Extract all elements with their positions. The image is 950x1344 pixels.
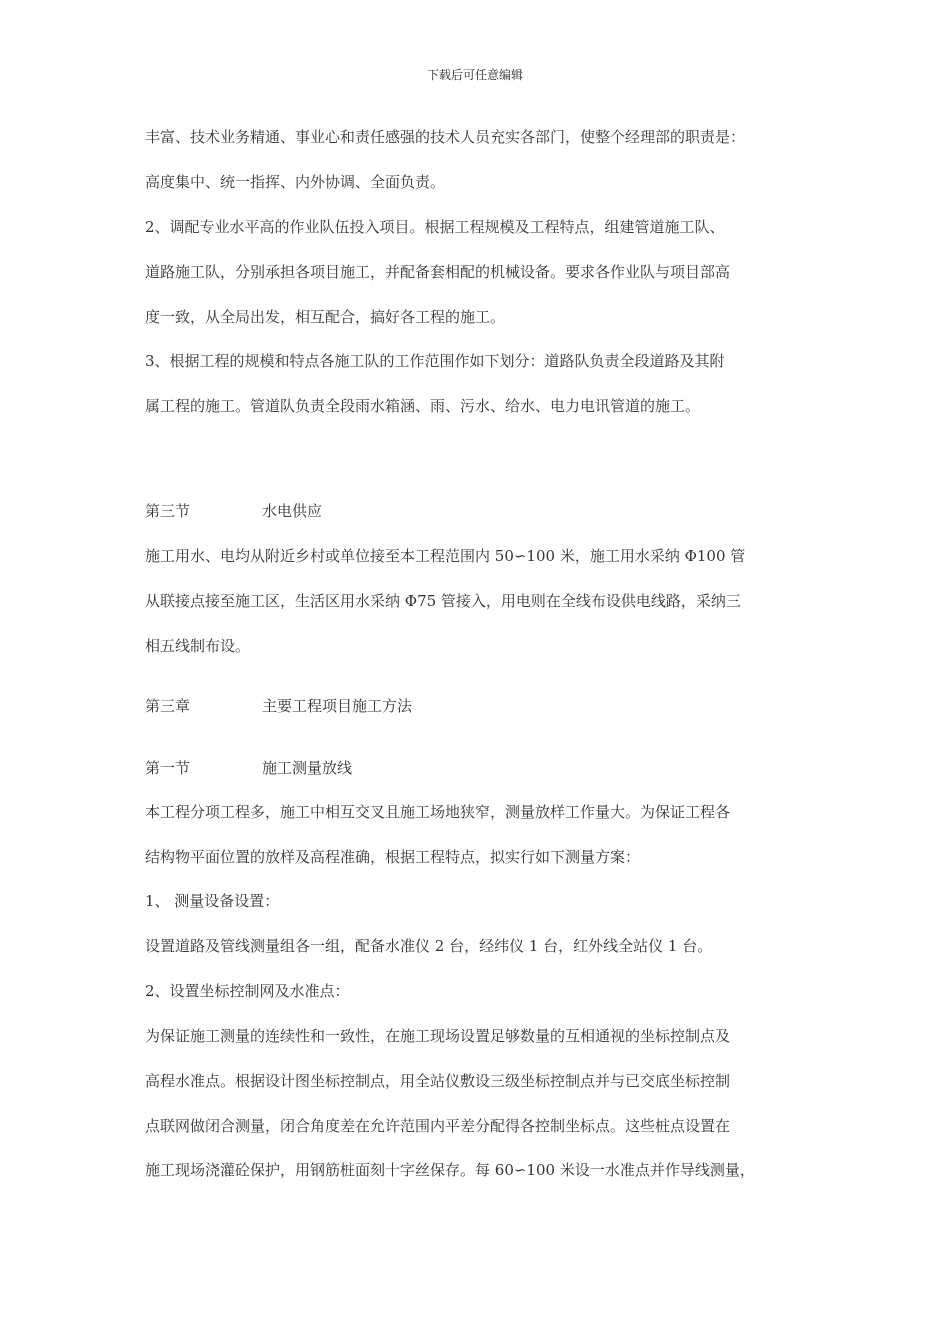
section-number: 第三节 — [145, 502, 191, 520]
paragraph-line: 高程水准点。根据设计图坐标控制点，用全站仪敷设三级坐标控制点并与已交底坐标控制 — [145, 1072, 731, 1090]
paragraph-line: 高度集中、统一指挥、内外协调、全面负责。 — [145, 173, 446, 191]
paragraph-line: 3、根据工程的规模和特点各施工队的工作范围作如下划分：道路队负责全段道路及其附 — [145, 352, 725, 370]
section-title: 水电供应 — [262, 502, 323, 520]
page-header: 下载后可任意编辑 — [426, 68, 523, 82]
paragraph-line: 1、 测量设备设置： — [145, 892, 280, 910]
paragraph-line: 度一致，从全局出发，相互配合，搞好各工程的施工。 — [145, 308, 506, 326]
section-title: 施工测量放线 — [262, 759, 353, 777]
section-heading-water — [145, 501, 322, 521]
paragraph-line: 2、调配专业水平高的作业队伍投入项目。根据工程规模及工程特点，组建管道施工队、 — [145, 218, 725, 236]
paragraph-line: 结构物平面位置的放样及高程准确，根据工程特点，拟实行如下测量方案： — [145, 848, 641, 866]
paragraph-line: 本工程分项工程多，施工中相互交叉且施工场地狭窄，测量放样工作量大。为保证工程各 — [145, 803, 731, 821]
paragraph-line: 点联网做闭合测量，闭合角度差在允许范围内平差分配得各控制坐标点。这些桩点设置在 — [145, 1117, 731, 1135]
chapter-title: 主要工程项目施工方法 — [262, 697, 413, 715]
paragraph-line: 为保证施工测量的连续性和一致性，在施工现场设置足够数量的互相通视的坐标控制点及 — [145, 1027, 731, 1045]
section-number: 第一节 — [145, 759, 191, 777]
paragraph-line: 设置道路及管线测量组各一组，配备水准仪 2 台，经纬仪 1 台，红外线全站仪 1 台。 — [145, 937, 713, 955]
paragraph-line: 丰富、技术业务精通、事业心和责任感强的技术人员充实各部门，使整个经理部的职责是： — [145, 128, 746, 146]
paragraph-line: 属工程的施工。管道队负责全段雨水箱涵、雨、污水、给水、电力电讯管道的施工。 — [145, 397, 701, 415]
chapter-heading — [145, 696, 412, 716]
chapter-number: 第三章 — [145, 697, 191, 715]
section-heading-survey — [145, 758, 352, 778]
paragraph-line: 2、设置坐标控制网及水准点： — [145, 982, 350, 1000]
paragraph-line: 从联接点接至施工区，生活区用水采纳 Φ75 管接入，用电则在全线布设供电线路，采纳三 — [145, 592, 741, 610]
paragraph-line: 施工现场浇灌砼保护，用钢筋桩面刻十字丝保存。每 60∽100 米设一水准点并作导线测量， — [145, 1161, 755, 1179]
paragraph-line: 施工用水、电均从附近乡村或单位接至本工程范围内 50∽100 米，施工用水采纳 Φ100 管 — [145, 547, 746, 565]
paragraph-line: 相五线制布设。 — [145, 637, 251, 655]
paragraph-line: 道路施工队，分别承担各项目施工，并配备套相配的机械设备。要求各作业队与项目部高 — [145, 263, 731, 281]
